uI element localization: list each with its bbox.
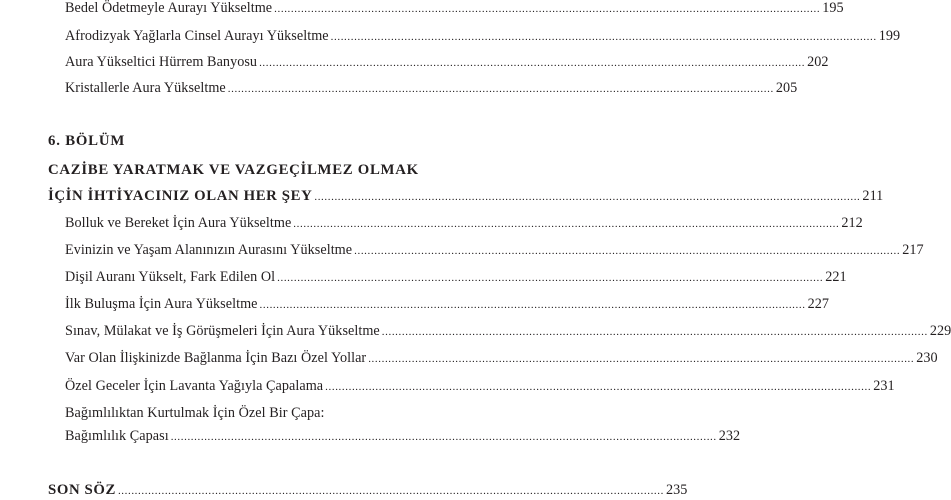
- toc-entry[interactable]: [65, 0, 844, 17]
- toc-entry-page: 205: [775, 80, 798, 96]
- dot-leader: ...................................................................................................................................................................: [314, 191, 861, 203]
- toc-entry-page: 229: [929, 323, 951, 339]
- toc-entry-title: Kristallerle Aura Yükseltme: [65, 80, 226, 96]
- dot-leader: ...................................................................................................................................................................: [170, 431, 717, 443]
- chapter-title-line2: İÇİN İHTİYACINIZ OLAN HER ŞEY: [48, 188, 313, 204]
- toc-entry[interactable]: [65, 269, 847, 286]
- toc-entry-page: 202: [807, 54, 829, 70]
- chapter-title-line1: CAZİBE YARATMAK VE VAZGEÇİLMEZ OLMAK: [48, 162, 419, 178]
- toc-entry-title: Bedel Ödetmeyle Aurayı Yükseltme: [65, 0, 273, 16]
- dot-leader: ...................................................................................................................................................................: [368, 353, 915, 365]
- toc-entry[interactable]: [65, 80, 798, 97]
- toc-entry-multiline-first[interactable]: [65, 405, 457, 422]
- dot-leader: ...................................................................................................................................................................: [277, 272, 824, 284]
- dot-leader: ...................................................................................................................................................................: [330, 31, 877, 43]
- toc-entry[interactable]: [65, 242, 924, 259]
- chapter-page: 211: [862, 188, 884, 204]
- closing-entry[interactable]: [48, 482, 688, 499]
- dot-leader: ...................................................................................................................................................................: [259, 57, 806, 69]
- toc-entry-title: Evinizin ve Yaşam Alanınızın Aurasını Yükseltme: [65, 242, 353, 258]
- toc-entry-page: 232: [718, 428, 741, 444]
- toc-entry-page: 221: [825, 269, 847, 285]
- toc-entry-title: Afrodizyak Yağlarla Cinsel Aurayı Yükseltme: [65, 28, 329, 44]
- toc-entry-title-line2: Bağımlılık Çapası: [65, 428, 169, 444]
- toc-entry-page: 199: [878, 28, 901, 44]
- toc-entry-title: İlk Buluşma İçin Aura Yükseltme: [65, 296, 258, 312]
- toc-entry-title: Dişil Auranı Yükselt, Fark Edilen Ol: [65, 269, 276, 285]
- toc-entry[interactable]: [65, 54, 829, 71]
- toc-entry[interactable]: [65, 350, 938, 367]
- closing-title: SON SÖZ: [48, 482, 116, 498]
- toc-entry-title-line1: Bağımlılıktan Kurtulmak İçin Özel Bir Çapa:: [65, 405, 325, 421]
- dot-leader: ...................................................................................................................................................................: [354, 245, 901, 257]
- toc-entry[interactable]: [65, 28, 901, 45]
- toc-entry[interactable]: [65, 296, 830, 313]
- dot-leader: ...................................................................................................................................................................: [259, 299, 806, 311]
- toc-entry-page: 212: [841, 215, 863, 231]
- dot-leader: ...................................................................................................................................................................: [325, 381, 872, 393]
- toc-entry[interactable]: [65, 215, 863, 232]
- toc-entry-page: 217: [902, 242, 924, 258]
- toc-entry[interactable]: [65, 323, 951, 340]
- dot-leader: ...................................................................................................................................................................: [293, 218, 840, 230]
- toc-entry-title: Aura Yükseltici Hürrem Banyosu: [65, 54, 258, 70]
- toc-entry-title: Sınav, Mülakat ve İş Görüşmeleri İçin Aura Yükseltme: [65, 323, 380, 339]
- dot-leader: ...................................................................................................................................................................: [227, 83, 774, 95]
- toc-entry-title: Var Olan İlişkinizde Bağlanma İçin Bazı Özel Yollar: [65, 350, 367, 366]
- toc-entry[interactable]: [65, 378, 895, 395]
- toc-entry[interactable]: [65, 428, 741, 445]
- toc-entry-page: 230: [916, 350, 938, 366]
- chapter-label: 6. BÖLÜM: [48, 133, 126, 149]
- closing-page: 235: [666, 482, 688, 498]
- dot-leader: ...................................................................................................................................................................: [381, 326, 928, 338]
- toc-entry-page: 227: [807, 296, 830, 312]
- chapter-title-entry[interactable]: [48, 188, 884, 205]
- toc-entry-page: 195: [822, 0, 844, 16]
- toc-entry-title: Özel Geceler İçin Lavanta Yağıyla Çapalama: [65, 378, 324, 394]
- toc-entry-title: Bolluk ve Bereket İçin Aura Yükseltme: [65, 215, 292, 231]
- dot-leader: ...................................................................................................................................................................: [117, 485, 664, 497]
- dot-leader: ...................................................................................................................................................................: [274, 3, 821, 15]
- toc-entry-page: 231: [873, 378, 895, 394]
